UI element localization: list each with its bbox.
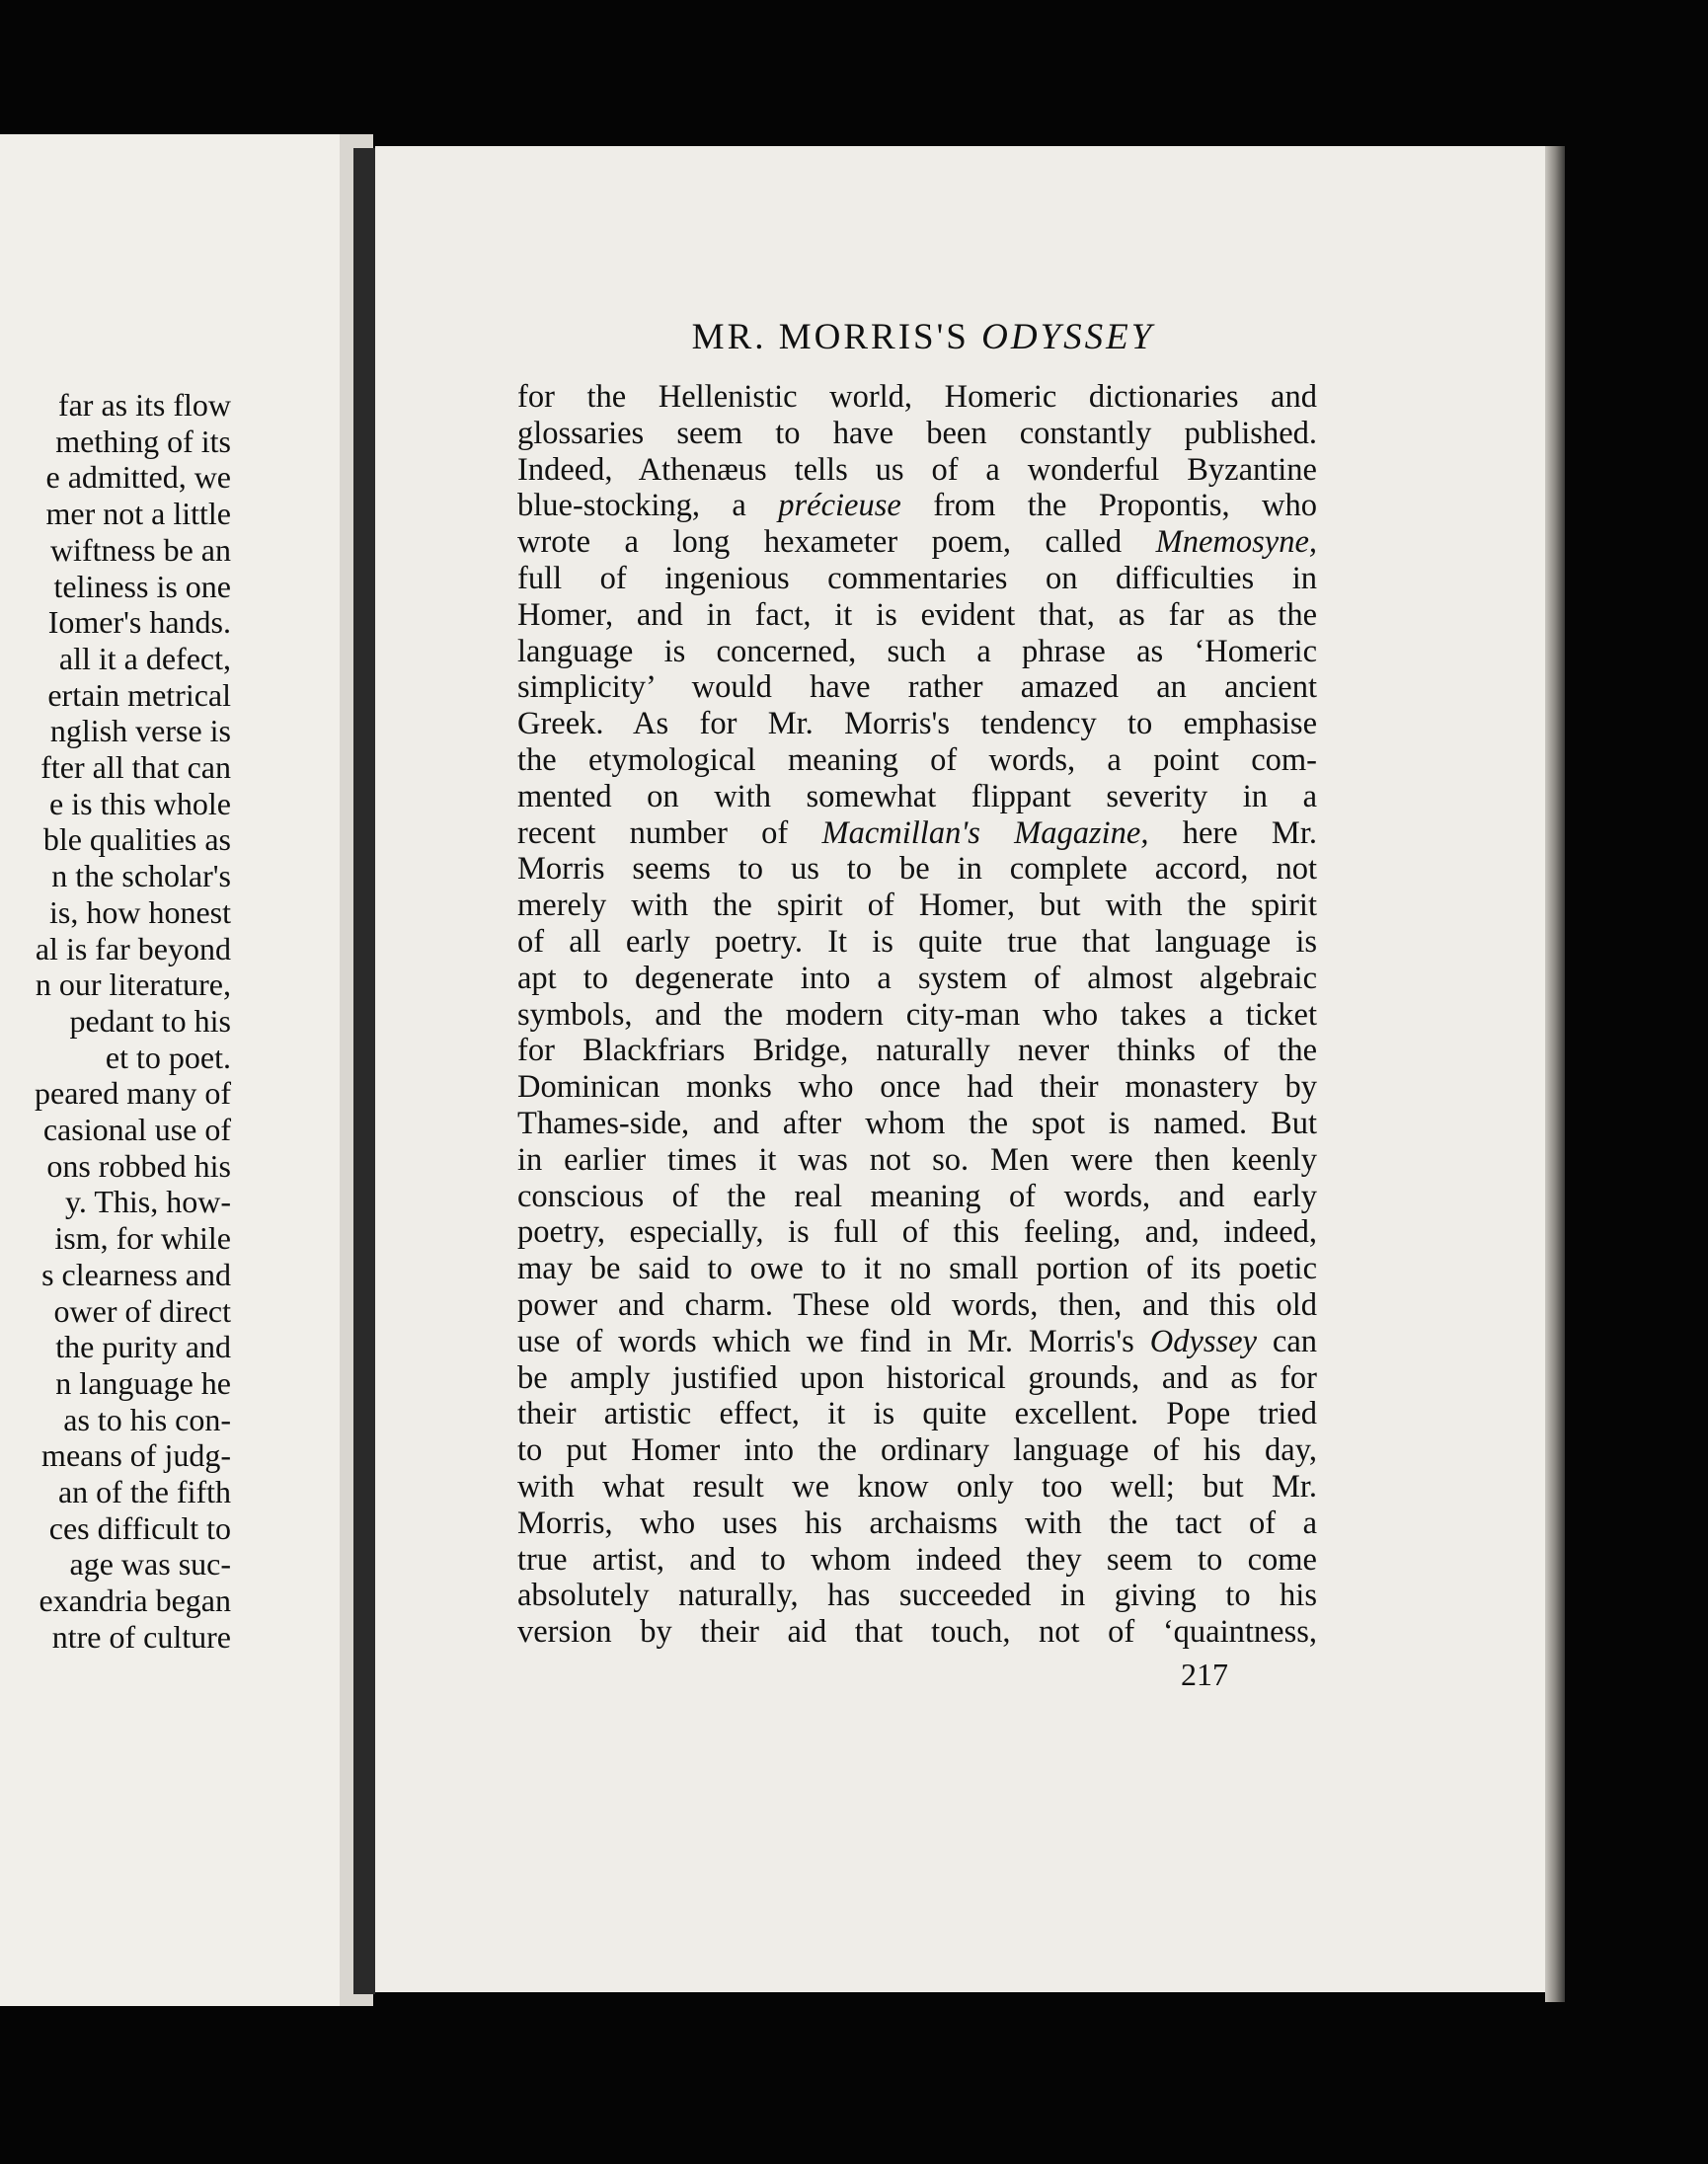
left-page-line: an of the fifth xyxy=(57,1474,231,1509)
book-spine xyxy=(353,148,375,1994)
left-page-line: n our literature, xyxy=(35,966,231,1003)
text-run: power and charm. These old words, then, and this old xyxy=(517,1286,1317,1323)
left-page-line: fter all that can xyxy=(40,749,231,785)
text-run: apt to degenerate into a system of almost algebraic xyxy=(517,960,1317,996)
left-page-line: means of judg- xyxy=(41,1437,231,1474)
text-run: simplicity’ would have rather amazed an ancient xyxy=(517,669,1317,706)
left-page xyxy=(0,134,340,2006)
left-page-line: n language he xyxy=(55,1364,231,1401)
text-line xyxy=(517,1542,1317,1579)
page-number: 217 xyxy=(1181,1657,1228,1692)
text-run: poetry, especially, is full of this feeling, and, indeed, xyxy=(517,1214,1317,1251)
text-line xyxy=(517,561,1317,597)
text-run: wrote a long hexameter poem, called xyxy=(517,524,1156,561)
text-run: the etymological meaning of words, a point com- xyxy=(517,741,1317,778)
text-line xyxy=(517,997,1317,1034)
left-page-line: mething of its xyxy=(55,423,231,459)
left-page-line: peared many of xyxy=(34,1075,231,1112)
body-text xyxy=(517,379,1317,1651)
text-run: use of words which we find in Mr. Morris's xyxy=(517,1323,1150,1359)
text-run: symbols, and the modern city-man who takes a ticket xyxy=(517,996,1317,1033)
text-line xyxy=(517,1360,1317,1397)
left-page-line: ertain metrical xyxy=(47,676,231,713)
text-line xyxy=(517,1287,1317,1324)
text-run: in earlier times it was not so. Men were then keenly xyxy=(517,1141,1317,1178)
text-line xyxy=(517,597,1317,634)
text-line xyxy=(517,1396,1317,1432)
text-line xyxy=(517,634,1317,670)
text-line xyxy=(517,815,1317,852)
text-run: of all early poetry. It is quite true that language is xyxy=(517,923,1317,960)
text-run: Indeed, Athenæus tells us of a wonderful Byzantine xyxy=(517,451,1317,488)
left-page-line: is, how honest xyxy=(49,893,231,930)
text-run: full of ingenious commentaries on difficulties in xyxy=(517,560,1317,596)
text-run: merely with the spirit of Homer, but with the spirit xyxy=(517,888,1317,924)
text-run: recent number of xyxy=(517,814,822,851)
italic-run: Macmillan's Magazine, xyxy=(821,814,1149,851)
text-run: version by their aid that touch, not of ‘quaintness, xyxy=(517,1614,1317,1651)
text-line xyxy=(517,1432,1317,1469)
page-edge xyxy=(1545,146,1565,2002)
left-page-line: e is this whole xyxy=(49,785,231,821)
text-run: language is concerned, such a phrase as ‘Homeric xyxy=(517,633,1317,669)
text-run: from the Propontis, who xyxy=(900,488,1317,524)
text-line xyxy=(517,1469,1317,1506)
text-run: absolutely naturally, has succeeded in giving to his xyxy=(517,1578,1317,1614)
text-run: glossaries seem to have been constantly published. xyxy=(517,415,1317,451)
text-run: Thames-side, and after whom the spot is named. But xyxy=(517,1105,1317,1141)
left-page-line: ntre of culture xyxy=(51,1618,231,1655)
left-page-line: exandria began xyxy=(39,1583,231,1619)
left-page-line: wiftness be an xyxy=(49,531,231,568)
left-page-line: s clearness and xyxy=(41,1256,231,1292)
text-run: conscious of the real meaning of words, and early xyxy=(517,1178,1317,1214)
text-run: be amply justified upon historical grounds, and as for xyxy=(517,1359,1317,1396)
left-page-line: nglish verse is xyxy=(49,713,231,749)
text-line xyxy=(517,416,1317,452)
left-page-line: ons robbed his xyxy=(46,1147,231,1184)
text-line xyxy=(517,669,1317,706)
text-line xyxy=(517,1506,1317,1542)
text-run: Greek. As for Mr. Morris's tendency to emphasise xyxy=(517,706,1317,742)
text-run: their artistic effect, it is quite excellent. Pope tried xyxy=(517,1396,1317,1432)
left-page-line: e admitted, we xyxy=(45,459,231,496)
text-run: blue-stocking, a xyxy=(517,488,779,524)
text-line xyxy=(517,1251,1317,1287)
text-line xyxy=(517,488,1317,524)
text-line xyxy=(517,742,1317,779)
running-head-text: MR. MORRIS'S xyxy=(691,317,970,357)
text-line xyxy=(517,1214,1317,1251)
left-page-line: y. This, how- xyxy=(65,1184,231,1220)
left-page-line: the purity and xyxy=(55,1329,231,1365)
left-page-line: n the scholar's xyxy=(51,858,231,894)
text-line xyxy=(517,1324,1317,1360)
text-run: mented on with somewhat flippant severity in a xyxy=(517,778,1317,814)
left-page-line: ower of direct xyxy=(53,1292,231,1329)
text-line xyxy=(517,888,1317,924)
text-run: to put Homer into the ordinary language of his day, xyxy=(517,1432,1317,1469)
text-run: here Mr. xyxy=(1148,814,1317,851)
text-line xyxy=(517,1033,1317,1069)
left-page-line: mer not a little xyxy=(45,496,231,532)
text-line xyxy=(517,1179,1317,1215)
left-page-line: al is far beyond xyxy=(35,930,231,966)
italic-run: Odyssey xyxy=(1149,1323,1258,1359)
text-line xyxy=(517,706,1317,742)
text-run: with what result we know only too well; but Mr. xyxy=(517,1468,1317,1505)
text-run: Morris seems to us to be in complete accord, not xyxy=(517,851,1317,888)
left-page-line: all it a defect, xyxy=(58,640,231,676)
left-page-line: ism, for while xyxy=(54,1220,231,1257)
text-line xyxy=(517,1142,1317,1179)
text-line xyxy=(517,851,1317,888)
text-run: Homer, and in fact, it is evident that, as far as the xyxy=(517,596,1317,633)
text-line xyxy=(517,379,1317,416)
running-head xyxy=(612,316,1234,358)
text-run: may be said to owe to it no small portion of its poetic xyxy=(517,1251,1317,1287)
text-run: for Blackfriars Bridge, naturally never thinks of the xyxy=(517,1033,1317,1069)
text-line xyxy=(517,524,1317,561)
left-page-line: age was suc- xyxy=(69,1546,231,1583)
text-line xyxy=(517,1578,1317,1614)
text-run: true artist, and to whom indeed they seem to come xyxy=(517,1541,1317,1578)
running-head-title: ODYSSEY xyxy=(981,317,1155,357)
text-run: Morris, who uses his archaisms with the tact of a xyxy=(517,1505,1317,1541)
text-run: for the Hellenistic world, Homeric dictionaries and xyxy=(517,379,1317,415)
italic-run: précieuse xyxy=(778,488,901,524)
text-line xyxy=(517,924,1317,961)
text-line xyxy=(517,961,1317,997)
left-page-line: teliness is one xyxy=(53,568,231,604)
left-page-line: et to poet. xyxy=(105,1039,231,1075)
left-page-line: ble qualities as xyxy=(42,821,231,858)
text-line xyxy=(517,452,1317,489)
left-page-line: Iomer's hands. xyxy=(47,604,231,641)
text-line xyxy=(517,1069,1317,1106)
text-line xyxy=(517,779,1317,815)
text-line xyxy=(517,1614,1317,1651)
left-page-line: casional use of xyxy=(42,1112,231,1147)
left-page-line: far as its flow xyxy=(57,387,231,423)
italic-run: Mnemosyne, xyxy=(1155,524,1317,561)
text-line xyxy=(517,1106,1317,1142)
left-page-line: ces difficult to xyxy=(48,1509,231,1546)
text-run: Dominican monks who once had their monastery by xyxy=(517,1069,1317,1106)
left-page-line: pedant to his xyxy=(69,1002,231,1039)
text-run: can xyxy=(1257,1323,1317,1359)
left-page-line: as to his con- xyxy=(63,1401,231,1437)
